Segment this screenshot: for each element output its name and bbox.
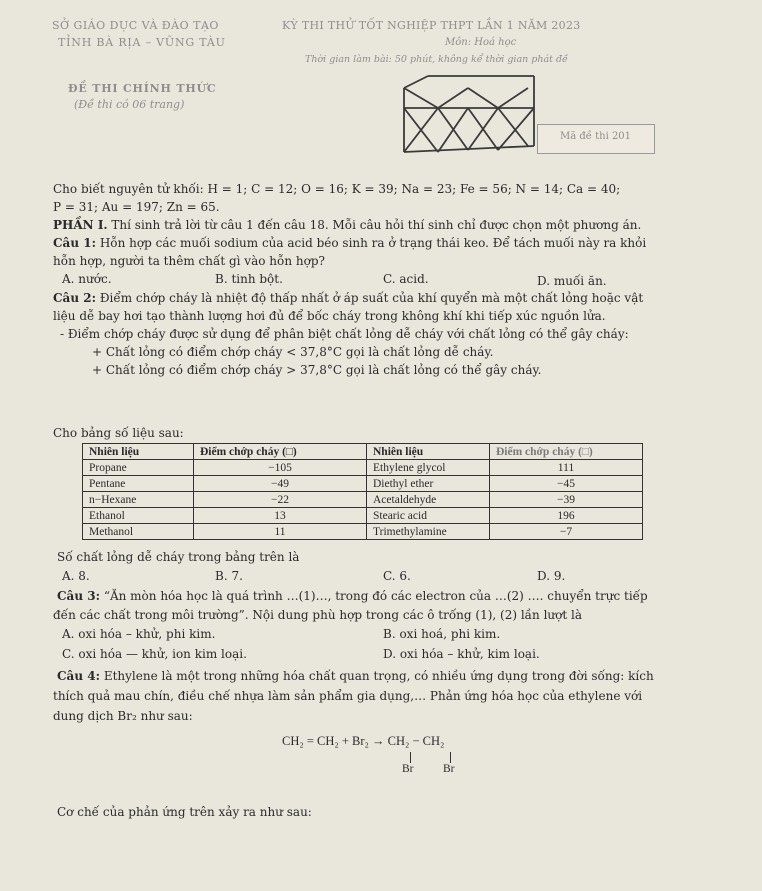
part1-instruction: PHẦN I. Thí sinh trả lời từ câu 1 đến câu 18. Mỗi câu hỏi thí sinh chỉ được chọn một phương án. xyxy=(53,218,642,232)
table-cell: −49 xyxy=(194,476,367,492)
bond-line-left xyxy=(410,752,411,763)
table-cell: Propane xyxy=(83,460,194,476)
q3-option-c: C. oxi hóa — khử, ion kim loại. xyxy=(62,647,247,661)
q2-question-line: Số chất lỏng dễ cháy trong bảng trên là xyxy=(57,550,300,564)
table-header-row xyxy=(83,444,643,460)
table-cell: Pentane xyxy=(83,476,194,492)
table-cell: Ethanol xyxy=(83,508,194,524)
watermark-truss-drawing xyxy=(398,66,540,160)
q3-line1: Câu 3: “Ăn mòn hóa học là quá trình …(1)…, trong đó các electron của …(2) …. chuyển trực tiếp xyxy=(57,589,648,603)
page-note: (Đề thi có 06 trang) xyxy=(74,98,185,111)
time-note: Thời gian làm bài: 50 phút, không kể thời gian phát đề xyxy=(305,54,568,65)
table-cell: −39 xyxy=(490,492,643,508)
table-cell: −45 xyxy=(490,476,643,492)
q2-option-a: A. 8. xyxy=(62,569,90,583)
table-cell: n−Hexane xyxy=(83,492,194,508)
table-cell: −22 xyxy=(194,492,367,508)
q2-option-b: B. 7. xyxy=(215,569,243,583)
q4-br-right: Br xyxy=(443,763,455,775)
department-name: SỞ GIÁO DỤC VÀ ĐÀO TẠO xyxy=(52,19,219,32)
q1-option-d: D. muối ăn. xyxy=(537,274,607,288)
q3-line2: đến các chất trong môi trường”. Nội dung phù hợp trong các ô trống (1), (2) lần lượt là xyxy=(53,608,582,622)
table-cell: −105 xyxy=(194,460,367,476)
q1-option-c: C. acid. xyxy=(383,272,429,286)
q4-line1: Câu 4: Ethylene là một trong những hóa chất quan trọng, có nhiều ứng dụng trong đời sống: kích xyxy=(57,669,654,683)
table-cell: 13 xyxy=(194,508,367,524)
exam-title: KỲ THI THỬ TỐT NGHIỆP THPT LẦN 1 NĂM 2023 xyxy=(282,19,581,32)
q2-line3: - Điểm chớp cháy được sử dụng để phân biệt chất lỏng dễ cháy với chất lỏng có thể gây cháy: xyxy=(60,327,629,341)
table-row xyxy=(83,492,643,508)
q1-option-a: A. nước. xyxy=(62,272,112,286)
table-cell: Acetaldehyde xyxy=(367,492,490,508)
table-cell: 11 xyxy=(194,524,367,540)
q3-option-a: A. oxi hóa – khử, phi kim. xyxy=(62,627,216,641)
q2-option-c: C. 6. xyxy=(383,569,411,583)
q4-mechanism-line: Cơ chế của phản ứng trên xảy ra như sau: xyxy=(57,805,312,819)
table-cell: Ethylene glycol xyxy=(367,460,490,476)
q2-bullet1: + Chất lỏng có điểm chớp cháy < 37,8°C gọi là chất lỏng dễ cháy. xyxy=(92,345,494,359)
q2-table-intro: Cho bảng số liệu sau: xyxy=(53,426,184,440)
q2-line1: Câu 2: Điểm chớp cháy là nhiệt độ thấp nhất ở áp suất của khí quyển mà một chất lỏng hoặc vật xyxy=(53,291,644,305)
table-cell: Trimethylamine xyxy=(367,524,490,540)
table-header-fuel-2: Nhiên liệu xyxy=(367,444,490,460)
subject-line: Môn: Hoá học xyxy=(445,37,517,48)
exam-code: Mã đề thi 201 xyxy=(560,131,632,142)
q3-option-b: B. oxi hoá, phi kim. xyxy=(383,627,501,641)
bond-line-right xyxy=(450,752,451,763)
q4-line3: dung dịch Br₂ như sau: xyxy=(53,709,193,723)
table-row xyxy=(83,524,643,540)
table-cell: 196 xyxy=(490,508,643,524)
q4-br-left: Br xyxy=(402,763,414,775)
flash-point-table xyxy=(82,443,643,540)
table-header-fuel-1: Nhiên liệu xyxy=(83,444,194,460)
exam-type: ĐỀ THI CHÍNH THỨC xyxy=(68,82,217,95)
q1-option-b: B. tinh bột. xyxy=(215,272,283,286)
table-row xyxy=(83,460,643,476)
q4-line2: thích quả mau chín, điều chế nhựa làm sản phẩm gia dụng,… Phản ứng hóa học của ethylene với xyxy=(53,689,643,703)
q1-line2: hỗn hợp, người ta thêm chất gì vào hỗn hợp? xyxy=(53,254,325,268)
atomic-masses-line1: Cho biết nguyên tử khối: H = 1; C = 12; O = 16; K = 39; Na = 23; Fe = 56; N = 14; Ca = 40; xyxy=(53,182,621,196)
province-name: TỈNH BÀ RỊA – VŨNG TÀU xyxy=(58,36,226,49)
table-row xyxy=(83,476,643,492)
table-row xyxy=(83,508,643,524)
q2-option-d: D. 9. xyxy=(537,569,566,583)
table-header-flash-1: Điểm chớp cháy (□) xyxy=(194,444,367,460)
table-cell: Stearic acid xyxy=(367,508,490,524)
table-cell: Methanol xyxy=(83,524,194,540)
table-cell: −7 xyxy=(490,524,643,540)
q4-equation: CH₂ = CH₂ + Br₂ → CH₂ − CH₂ xyxy=(282,734,445,748)
atomic-masses-line2: P = 31; Au = 197; Zn = 65. xyxy=(53,200,220,214)
table-cell: Diethyl ether xyxy=(367,476,490,492)
q1-line1: Câu 1: Hỗn hợp các muối sodium của acid béo sinh ra ở trạng thái keo. Để tách muối này ra khỏi xyxy=(53,236,647,250)
table-header-flash-2: Điểm chớp cháy (□) xyxy=(490,444,643,460)
q3-option-d: D. oxi hóa – khử, kim loại. xyxy=(383,647,540,661)
q2-bullet2: + Chất lỏng có điểm chớp cháy > 37,8°C gọi là chất lỏng có thể gây cháy. xyxy=(92,363,542,377)
q2-line2: liệu dễ bay hơi tạo thành lượng hơi đủ để bốc cháy trong không khí khi tiếp xúc nguồn lửa. xyxy=(53,309,606,323)
table-cell: 111 xyxy=(490,460,643,476)
